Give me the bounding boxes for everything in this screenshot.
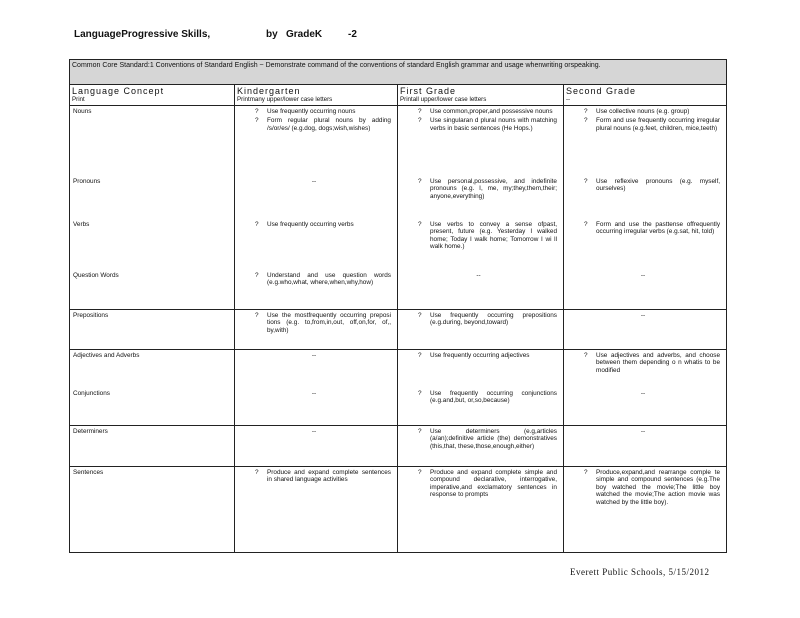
skill-item — [418, 117, 557, 132]
bullet-marker: ? — [418, 351, 422, 359]
table-row — [70, 349, 727, 425]
skill-block — [566, 219, 720, 236]
kindergarten-sub: Printmany upper/lower case letters — [237, 96, 333, 103]
skill-item — [255, 469, 391, 484]
bullet-marker: ? — [418, 311, 422, 319]
skill-text: Use reflexive pronouns (e.g. myself, ourselves) — [596, 177, 721, 193]
second-grade-cell — [564, 466, 727, 552]
title-part-2: by — [266, 29, 278, 40]
skill-block — [237, 310, 391, 335]
concept-sub: Print — [72, 96, 85, 103]
bullet-marker: ? — [584, 117, 588, 125]
skill-block — [566, 350, 720, 375]
skill-block — [400, 310, 557, 327]
skill-text: Produce,expand,and rearrange comple te simple and compound sentences (e.g.The boy watched the movie;The little boy watched the movie;The action movie was watched by the little boy). — [596, 468, 721, 506]
skill-block — [400, 350, 557, 360]
skill-block — [237, 219, 391, 229]
bullet-marker: ? — [255, 311, 259, 319]
skill-item — [255, 117, 391, 132]
concept-cell — [70, 349, 235, 425]
first-grade-header — [398, 85, 564, 106]
skill-item — [418, 428, 557, 451]
skill-block — [566, 310, 720, 320]
skill-text: Produce and expand complete sentences in shared language activities — [267, 468, 391, 484]
bullet-marker: ? — [584, 107, 588, 115]
skill-item — [418, 178, 557, 201]
skill-item — [418, 390, 557, 405]
bullet-marker: ? — [255, 107, 259, 115]
skill-block — [237, 388, 391, 398]
concept-name: Verbs — [73, 220, 90, 228]
second-grade-cell — [564, 425, 727, 466]
skill-block — [400, 219, 557, 251]
standard-row — [70, 60, 727, 85]
concept-cell — [70, 309, 235, 349]
concept-name: Adjectives and Adverbs — [73, 351, 140, 359]
skill-block — [400, 426, 557, 451]
standard-text: Common Core Standard:1 Conventions of Standard English ~ Demonstrate command of the conventions of standard English grammar and usage whenwriting orspeaking. — [70, 60, 727, 85]
kindergarten-cell — [235, 466, 398, 552]
skill-item — [255, 312, 391, 335]
concept-label: Language Concept — [72, 86, 165, 96]
skill-text: Use verbs to convey a sense ofpast, present, future (e.g. Yesterday I walked home; Today I walk home; Tomorrow I wi ll walk home.) — [430, 220, 557, 251]
skill-text: Use adjectives and adverbs, and choose between them depending o n whatis to be modified — [596, 351, 721, 374]
kindergarten-header — [235, 85, 398, 106]
bullet-marker: ? — [418, 427, 422, 435]
concept-cell — [70, 466, 235, 552]
concept-name: Conjunctions — [73, 389, 110, 397]
skill-block — [400, 270, 557, 280]
skill-text: Use frequently occurring verbs — [267, 220, 354, 228]
kindergarten-label: Kindergarten — [237, 86, 301, 96]
second-grade-header — [564, 85, 727, 106]
skill-text: Use frequently occurring adjectives — [430, 351, 530, 359]
skill-item — [584, 221, 720, 236]
first-grade-cell — [398, 425, 564, 466]
skill-block — [400, 467, 557, 499]
skill-text: Use frequently occurring prepositions (e.g.during, beyond,toward) — [430, 311, 557, 327]
skill-block — [237, 350, 391, 360]
skill-block — [566, 106, 720, 133]
skill-text: Produce and expand complete simple and compound declarative, interrogative, imperative,and exclamatory sentences in response to prompts — [430, 468, 557, 499]
bullet-marker: ? — [418, 468, 422, 476]
empty-marker: -- — [640, 389, 646, 397]
bullet-marker: ? — [255, 220, 259, 228]
bullet-marker: ? — [584, 351, 588, 359]
concept-header — [70, 85, 235, 106]
skill-block — [400, 106, 557, 133]
concept-name: Pronouns — [73, 177, 101, 185]
skill-block — [237, 426, 391, 436]
empty-marker: -- — [476, 271, 481, 279]
empty-marker: -- — [640, 427, 646, 435]
skill-item — [418, 108, 557, 116]
empty-marker: -- — [311, 351, 317, 359]
bullet-marker: ? — [418, 389, 422, 397]
bullet-marker: ? — [418, 107, 422, 115]
concept-name: Sentences — [73, 468, 104, 476]
skills-table — [69, 59, 727, 553]
skill-block — [237, 467, 391, 484]
skill-item — [255, 108, 391, 116]
bullet-marker: ? — [418, 220, 422, 228]
second-grade-cell — [564, 309, 727, 349]
skill-item — [418, 352, 557, 360]
concept-cell — [70, 425, 235, 466]
skill-block — [566, 467, 720, 507]
skill-block — [237, 106, 391, 133]
second-grade-cell — [564, 105, 727, 309]
skill-block — [237, 270, 391, 287]
concept-name: Prepositions — [73, 311, 109, 319]
skill-text: Use determiners (e.g,articles (a/an);definitive article (the) demonstratives (this,that, these,those,enough,either) — [430, 427, 557, 450]
footer-text: Everett Public Schools, 5/15/2012 — [570, 567, 710, 577]
empty-marker: -- — [311, 389, 317, 397]
skill-text: Form and use frequently occurring irregular plural nouns (e.g.feet, children, mice,teeth) — [596, 117, 721, 132]
empty-marker: -- — [311, 177, 317, 185]
bullet-marker: ? — [418, 117, 422, 125]
skill-text: Use frequently occurring nouns — [267, 107, 356, 115]
bullet-marker: ? — [255, 117, 259, 125]
skill-block — [566, 426, 720, 436]
second-grade-cell — [564, 349, 727, 425]
first-grade-cell — [398, 349, 564, 425]
skill-text: Use collective nouns (e.g. group) — [596, 107, 690, 115]
skill-text: Use singularan d plural nouns with matching verbs in basic sentences (He Hops.) — [430, 117, 557, 132]
table-row — [70, 309, 727, 349]
first-grade-label: First Grade — [400, 86, 457, 96]
first-grade-cell — [398, 309, 564, 349]
title-part-1: LanguageProgressive Skills, — [74, 29, 211, 40]
bullet-marker: ? — [255, 271, 259, 279]
skill-item — [584, 117, 720, 132]
concept-name: Determiners — [73, 427, 108, 435]
title-part-4: -2 — [348, 29, 357, 40]
bullet-marker: ? — [584, 468, 588, 476]
kindergarten-cell — [235, 105, 398, 309]
table-row — [70, 425, 727, 466]
kindergarten-cell — [235, 349, 398, 425]
skill-text: Use personal,possessive, and indefinite pronouns (e.g. I, me, my;they,them,their; anyone,everything) — [430, 177, 557, 200]
first-grade-cell — [398, 105, 564, 309]
bullet-marker: ? — [418, 177, 422, 185]
bullet-marker: ? — [584, 220, 588, 228]
skill-block — [566, 388, 720, 398]
skill-block — [566, 270, 720, 280]
skill-item — [255, 272, 391, 287]
first-grade-sub: Printall upper/lower case letters — [400, 96, 487, 103]
empty-marker: -- — [640, 271, 646, 279]
header-row — [70, 85, 727, 106]
skill-item — [418, 312, 557, 327]
skill-text: Understand and use question words (e.g.who,what, where,when,why,how) — [267, 271, 391, 287]
skill-block — [400, 388, 557, 405]
skill-block — [566, 176, 720, 193]
concept-cell — [70, 105, 235, 309]
skill-item — [584, 178, 720, 193]
empty-marker: -- — [640, 311, 646, 319]
kindergarten-cell — [235, 425, 398, 466]
skill-text: Use the mostfrequently occurring preposi tions (e.g. to,from,in,out, off,on,for, of,, by,with) — [267, 311, 391, 334]
skill-item — [584, 352, 720, 375]
title-part-3: GradeK — [286, 29, 323, 40]
table-row — [70, 466, 727, 552]
kindergarten-cell — [235, 309, 398, 349]
empty-marker: -- — [311, 427, 317, 435]
table-row — [70, 105, 727, 309]
skill-item — [584, 108, 720, 116]
skill-item — [584, 469, 720, 507]
skill-text: Form and use the pasttense offrequently occurring irregular verbs (e.g.sat, hit, told) — [596, 220, 721, 236]
skill-text: Use frequently occurring conjunctions (e.g.and,but, or,so,because) — [430, 389, 557, 405]
skill-item — [255, 221, 391, 229]
second-grade-label: Second Grade — [566, 86, 637, 96]
skill-text: Use common,proper,and possessive nouns — [430, 107, 553, 115]
bullet-marker: ? — [584, 177, 588, 185]
skill-text: Form regular plural nouns by adding /s/or/es/ (e.g.dog, dogs;wish,wishes) — [267, 117, 391, 132]
second-grade-sub: -- — [566, 96, 571, 103]
skill-block — [400, 176, 557, 201]
bullet-marker: ? — [255, 468, 259, 476]
concept-name: Question Words — [73, 271, 119, 279]
first-grade-cell — [398, 466, 564, 552]
skill-item — [418, 469, 557, 499]
concept-name: Nouns — [73, 107, 92, 115]
skill-block — [237, 176, 391, 186]
skill-item — [418, 221, 557, 251]
